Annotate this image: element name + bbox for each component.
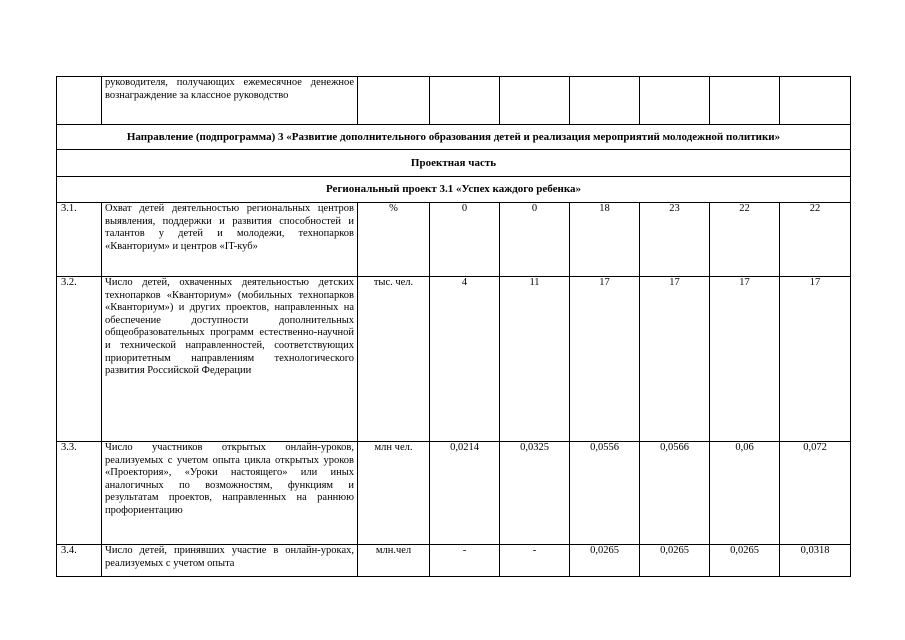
row-unit: млн.чел (358, 545, 430, 577)
row-value: 0,06 (710, 442, 780, 545)
row-value: 17 (780, 277, 851, 442)
table-row (57, 442, 851, 545)
row-value: 4 (430, 277, 500, 442)
row-value: 18 (570, 203, 640, 277)
cell-empty (570, 77, 640, 125)
row-value: - (500, 545, 570, 577)
row-value: 17 (570, 277, 640, 442)
row-value: 17 (640, 277, 710, 442)
table-row (57, 203, 851, 277)
cell-empty (710, 77, 780, 125)
row-value: 17 (710, 277, 780, 442)
row-value: 11 (500, 277, 570, 442)
row-unit: % (358, 203, 430, 277)
row-number: 3.2. (57, 277, 102, 442)
row-value: 0,0265 (640, 545, 710, 577)
row-value: 0,0566 (640, 442, 710, 545)
row-description: Число детей, охваченных деятельностью детских технопарков «Кванториум» (мобильных технопарков «Кванториум») и других проектов, направленных на обеспечение доступности дополнительных общеобразовательных программ естественно-научной и технической направленностей, соответствующих приоритетным направлениям технологического развития Российской Федерации (102, 277, 358, 442)
table-row (57, 277, 851, 442)
row-value: 0 (500, 203, 570, 277)
direction-header: Направление (подпрограмма) 3 «Развитие дополнительного образования детей и реализация мероприятий молодежной политики» (57, 125, 851, 150)
row-value: 0,0214 (430, 442, 500, 545)
cell-empty (430, 77, 500, 125)
row-value: 22 (710, 203, 780, 277)
section-header-row (57, 177, 851, 203)
row-description: Охват детей деятельностью региональных центров выявления, поддержки и развития способностей и талантов у детей и молодежи, технопарков «Кванториум» и центров «IT-куб» (102, 203, 358, 277)
row-value: 0,0325 (500, 442, 570, 545)
row-unit: тыс. чел. (358, 277, 430, 442)
row-description: Число детей, принявших участие в онлайн-уроках, реализуемых с учетом опыта (102, 545, 358, 577)
row-description: Число участников открытых онлайн-уроков, реализуемых с учетом опыта цикла открытых уроков «Проектория», «Уроки настоящего» или иных аналогичных по возможностям, функциям и результатам проектов, направленных на раннюю профориентацию (102, 442, 358, 545)
row-value: 23 (640, 203, 710, 277)
cell-empty (358, 77, 430, 125)
table-row (57, 77, 851, 125)
row-value: 0,0318 (780, 545, 851, 577)
cell-empty (780, 77, 851, 125)
row-number: 3.1. (57, 203, 102, 277)
row-value: 0 (430, 203, 500, 277)
row-number: 3.4. (57, 545, 102, 577)
row-description: руководителя, получающих ежемесячное денежное вознаграждение за классное руководство (102, 77, 358, 125)
row-value: 0,0265 (570, 545, 640, 577)
row-unit: млн чел. (358, 442, 430, 545)
regional-project-header: Региональный проект 3.1 «Успех каждого ребенка» (57, 177, 851, 203)
row-value: 0,0556 (570, 442, 640, 545)
cell-empty (640, 77, 710, 125)
table-row (57, 545, 851, 577)
cell-empty (57, 77, 102, 125)
indicators-table (56, 76, 851, 577)
section-header-row (57, 125, 851, 150)
section-header-row (57, 150, 851, 177)
row-value: - (430, 545, 500, 577)
row-value: 22 (780, 203, 851, 277)
row-value: 0,0265 (710, 545, 780, 577)
cell-empty (500, 77, 570, 125)
project-part-header: Проектная часть (57, 150, 851, 177)
row-number: 3.3. (57, 442, 102, 545)
row-value: 0,072 (780, 442, 851, 545)
